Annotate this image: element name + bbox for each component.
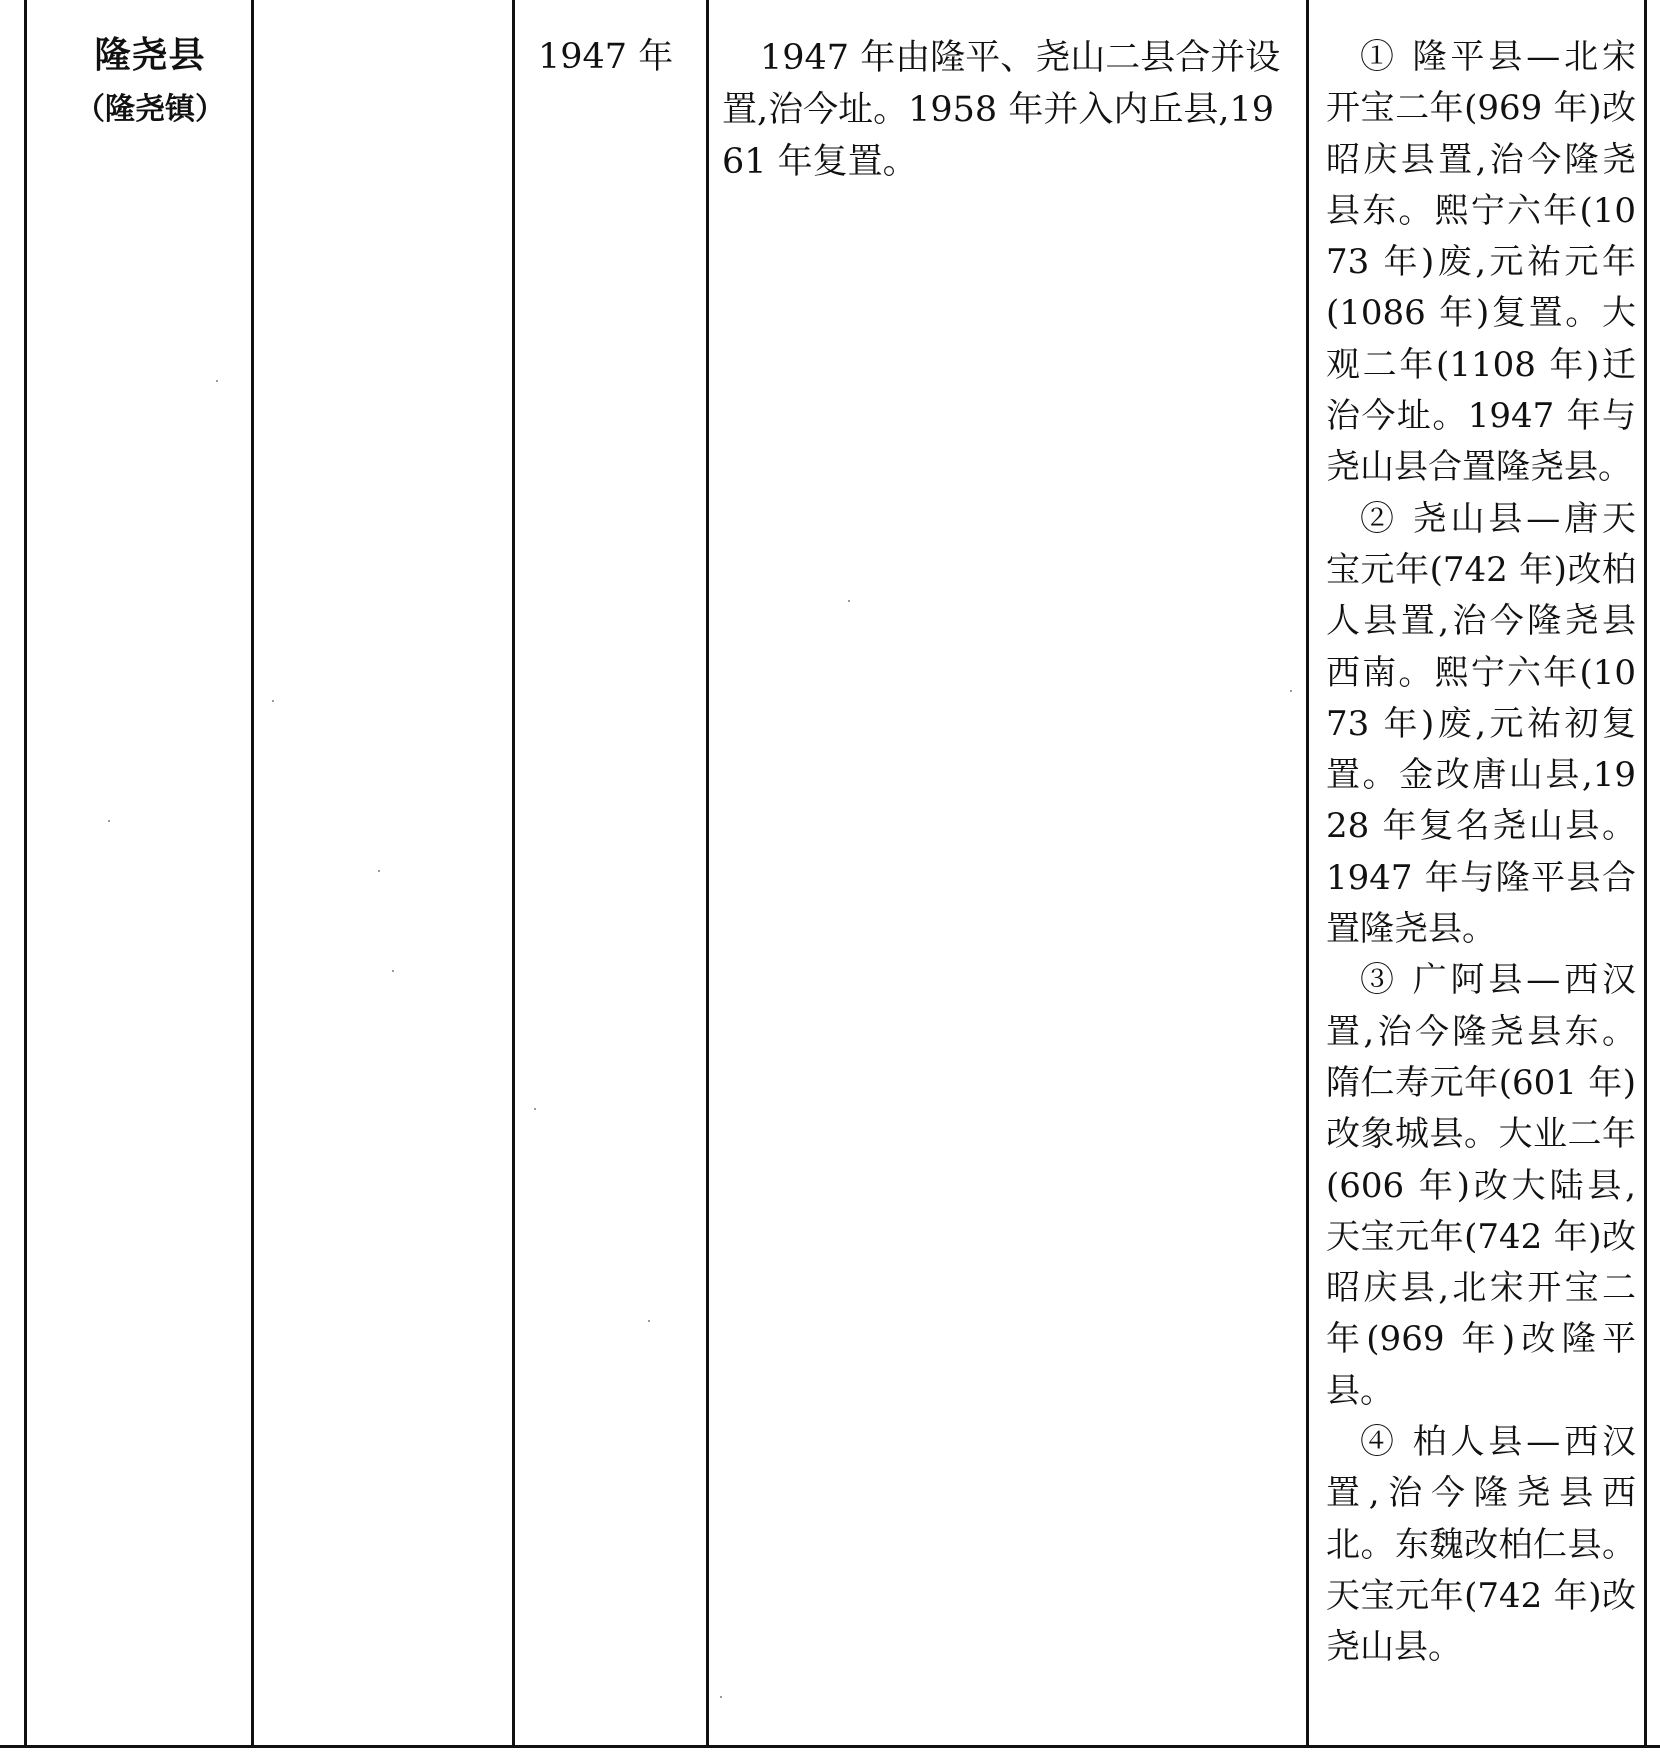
table-border-right: [1644, 0, 1647, 1748]
scan-speck: [720, 1696, 722, 1698]
column-divider-3: [706, 0, 709, 1748]
scan-speck: [272, 700, 274, 702]
scan-speck: [216, 380, 218, 382]
note-item: ① 隆平县—北宋开宝二年(969 年)改昭庆县置,治今隆尧县东。熙宁六年(1073 年)废,元祐元年(1086 年)复置。大观二年(1108 年)迁治今址。1947 年与尧山县合置隆尧县。: [1326, 37, 1636, 488]
scan-speck: [378, 870, 380, 872]
history-text: 1947 年由隆平、尧山二县合并设置,治今址。1958 年并入内丘县,1961 年复置。: [722, 38, 1281, 182]
scan-speck: [392, 970, 394, 972]
county-cell: [24, 0, 251, 1745]
note-item: ④ 柏人县—西汉置,治今隆尧县西北。东魏改柏仁县。天宝元年(742 年)改尧山县。: [1326, 1422, 1636, 1668]
establishment-year: 1947 年: [538, 37, 674, 77]
former-name-cell: [254, 0, 512, 1745]
scan-speck: [648, 1320, 650, 1322]
county-name: 隆尧县: [94, 35, 206, 76]
table-border-bottom: [0, 1745, 1660, 1748]
scan-speck: [108, 820, 110, 822]
county-seat: （隆尧镇）: [75, 92, 225, 127]
column-divider-2: [512, 0, 515, 1748]
note-item: ② 尧山县—唐天宝元年(742 年)改柏人县置,治今隆尧县西南。熙宁六年(1073 年)废,元祐初复置。金改唐山县,1928 年复名尧山县。1947 年与隆平县合置隆尧县。: [1326, 498, 1636, 950]
note-item: ③ 广阿县—西汉置,治今隆尧县东。隋仁寿元年(601 年)改象城县。大业二年(606 年)改大陆县,天宝元年(742 年)改昭庆县,北宋开宝二年(969 年)改隆平县。: [1326, 960, 1636, 1411]
column-divider-4: [1306, 0, 1309, 1748]
scan-speck: [848, 600, 850, 602]
scan-speck: [1290, 690, 1292, 692]
notes-cell: [1326, 32, 1636, 1674]
scan-speck: [534, 1108, 536, 1110]
